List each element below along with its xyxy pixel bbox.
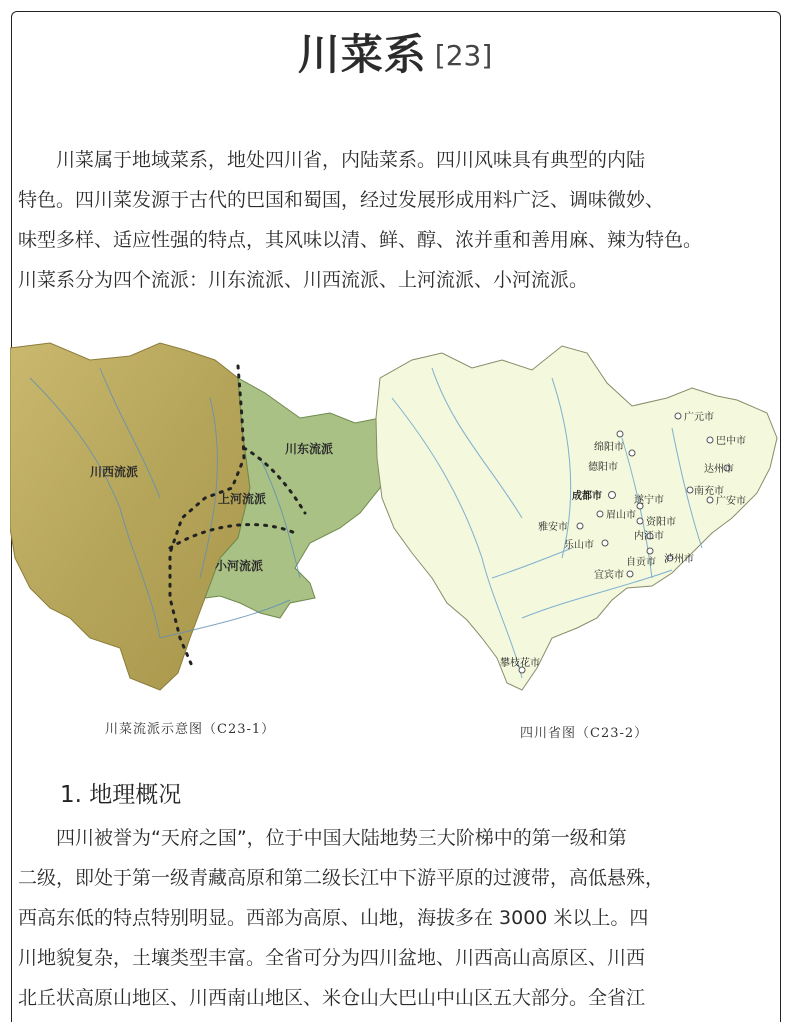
region-label-east: 川东流派 <box>285 442 334 456</box>
city-zigong: 自贡市 <box>626 557 656 568</box>
title-main: 川菜系 <box>297 30 427 79</box>
city-guangan: 广安市 <box>716 496 746 507</box>
region-label-small: 小河流派 <box>215 559 264 573</box>
intro-line: 特色。四川菜发源于古代的巴国和蜀国，经过发展形成用料广泛、调味微妙、 <box>18 189 665 211</box>
city-deyang: 德阳市 <box>588 462 618 473</box>
section-paragraph <box>18 818 780 1018</box>
city-meishan: 眉山市 <box>606 510 636 521</box>
intro-line: 川菜属于地域菜系，地处四川省，内陆菜系。四川风味具有典型的内陆 <box>56 149 646 171</box>
page-title <box>0 22 790 82</box>
intro-line: 川菜系分为四个流派：川东流派、川西流派、上河流派、小河流派。 <box>18 269 589 291</box>
city-mianyang: 绵阳市 <box>594 442 624 453</box>
section-heading: 1. 地理概况 <box>60 782 182 808</box>
city-dazhou: 达州市 <box>704 464 734 475</box>
city-nanchong: 南充市 <box>694 486 724 497</box>
city-neijiang: 内江市 <box>634 531 664 542</box>
cuisine-school-map <box>10 338 398 698</box>
intro-line: 味型多样、适应性强的特点，其风味以清、鲜、醇、浓并重和善用麻、辣为特色。 <box>18 229 703 251</box>
section-line: 西高东低的特点特别明显。西部为高原、山地，海拔多在 3000 米以上。四 <box>18 907 649 929</box>
intro-paragraph <box>18 140 780 300</box>
city-chengdu: 成都市 <box>572 491 602 502</box>
region-label-west: 川西流派 <box>90 465 139 479</box>
city-yaan: 雅安市 <box>538 522 568 533</box>
city-ziyang: 资阳市 <box>646 517 676 528</box>
title-reference: [23] <box>434 39 493 72</box>
city-bazhong: 巴中市 <box>716 436 746 447</box>
section-line: 川地貌复杂，土壤类型丰富。全省可分为四川盆地、川西高山高原区、川西 <box>18 947 646 969</box>
province-map <box>372 338 782 698</box>
city-suining: 遂宁市 <box>634 495 664 506</box>
map2-caption: 四川省图（C23-2） <box>520 726 649 741</box>
section-line: 四川被誉为“天府之国”，位于中国大陆地势三大阶梯中的第一级和第 <box>18 827 627 849</box>
province-outline <box>376 346 777 690</box>
city-luzhou: 泸州市 <box>664 554 694 565</box>
city-panzhihua: 攀枝花市 <box>500 658 540 669</box>
city-yibin: 宜宾市 <box>594 570 624 581</box>
city-guangyuan: 广元市 <box>684 412 714 423</box>
region-label-upper: 上河流派 <box>218 492 267 506</box>
city-leshan: 乐山市 <box>564 540 594 551</box>
section-line: 北丘状高原山地区、川西南山地区、米仓山大巴山中山区五大部分。全省江 <box>18 987 646 1009</box>
map1-caption: 川菜流派示意图（C23-1） <box>105 722 276 737</box>
section-line: 二级，即处于第一级青藏高原和第二级长江中下游平原的过渡带，高低悬殊， <box>18 867 665 889</box>
